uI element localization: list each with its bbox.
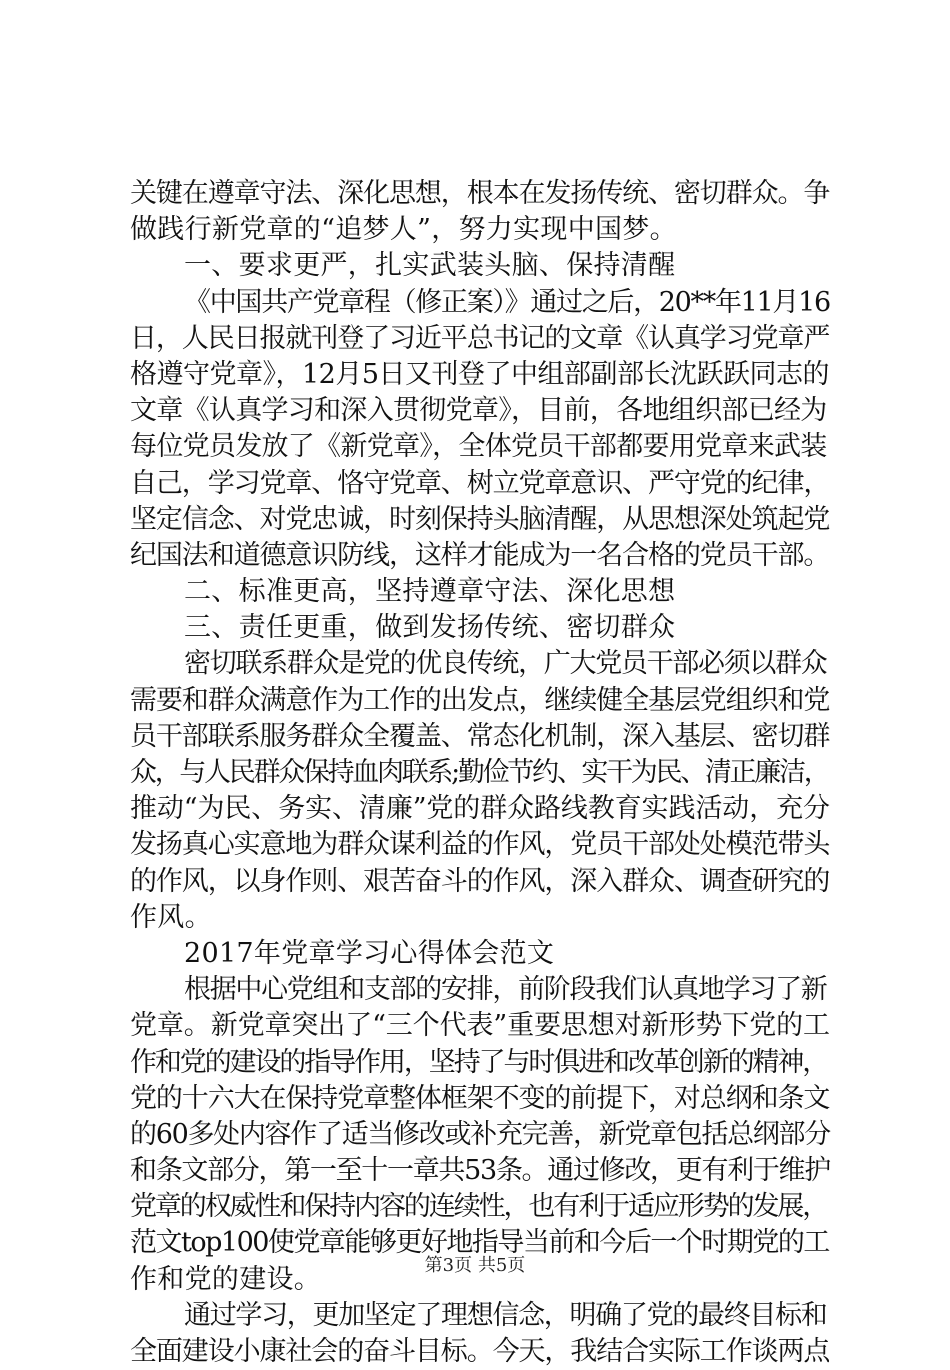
text-line: 二、标准更高，坚持遵章守法、深化思想 [184,576,676,608]
text-line: 发扬真心实意地为群众谋利益的作风，党员干部处处模范带头 [130,829,830,861]
text-line: 员干部联系服务群众全覆盖、常态化机制，深入基层、密切群 [130,720,830,752]
text-line: 做践行新党章的“追梦人”，努力实现中国梦。 [130,214,677,246]
text-line: 作风。 [130,901,212,933]
text-line: 党的十六大在保持党章整体框架不变的前提下，对总纲和条文 [130,1082,830,1114]
text-line: 格遵守党章》，12月5日又刊登了中组部副部长沈跃跃同志的 [130,358,830,390]
text-line: 日，人民日报就刊登了习近平总书记的文章《认真学习党章严 [130,322,830,354]
text-line: 党章的权威性和保持内容的连续性，也有利于适应形势的发展， [130,1191,828,1223]
text-line: 众，与人民群众保持血肉联系;勤俭节约、实干为民、清正廉洁， [130,757,829,788]
text-line: 自己，学习党章、恪守党章、树立党章意识、严守党的纪律， [130,467,830,499]
page-number-footer: 第3页 共5页 [424,1255,526,1276]
document-body [130,176,830,1370]
text-line: 2017年党章学习心得体会范文 [184,937,555,969]
text-line: 文章《认真学习和深入贯彻党章》，目前，各地组织部已经为 [130,395,827,427]
text-line: 三、责任更重，做到发扬传统、密切群众 [184,612,676,644]
text-line: 密切联系群众是党的优良传统，广大党员干部必须以群众 [184,648,827,680]
text-line: 需要和群众满意作为工作的出发点，继续健全基层党组织和党 [130,684,830,716]
text-line: 关键在遵章守法、深化思想，根本在发扬传统、密切群众。争 [130,178,830,209]
text-line: 纪国法和道德意识防线，这样才能成为一名合格的党员干部。 [130,539,830,571]
text-line: 全面建设小康社会的奋斗目标。今天，我结合实际工作谈两点 [130,1336,830,1367]
text-line: 一、要求更严，扎实武装头脑、保持清醒 [184,250,676,282]
text-line: 的作风，以身作则、艰苦奋斗的作风，深入群众、调查研究的 [130,865,830,897]
text-line: 坚定信念、对党忠诚，时刻保持头脑清醒，从思想深处筑起党 [130,503,830,535]
text-line: 推动“为民、务实、清廉”党的群众路线教育实践活动，充分 [130,793,830,825]
text-line: 范文top100使党章能够更好地指导当前和今后一个时期党的工 [130,1227,829,1259]
text-line: 《中国共产党章程（修正案）》通过之后，20**年11月16 [184,286,830,318]
text-line: 的60多处内容作了适当修改或补充完善，新党章包括总纲部分 [130,1118,830,1150]
text-line: 通过学习，更加坚定了理想信念，明确了党的最终目标和 [184,1299,827,1331]
text-line: 每位党员发放了《新党章》，全体党员干部都要用党章来武装 [130,431,827,463]
text-line: 作和党的建设的指导作用，坚持了与时俱进和改革创新的精神， [130,1046,828,1078]
text-line: 根据中心党组和支部的安排，前阶段我们认真地学习了新 [184,974,827,1006]
text-line: 和条文部分，第一至十一章共53条。通过修改，更有利于维护 [130,1155,830,1187]
text-line: 作和党的建设。 [130,1263,322,1295]
text-line: 党章。新党章突出了“三个代表”重要思想对新形势下党的工 [130,1010,830,1042]
